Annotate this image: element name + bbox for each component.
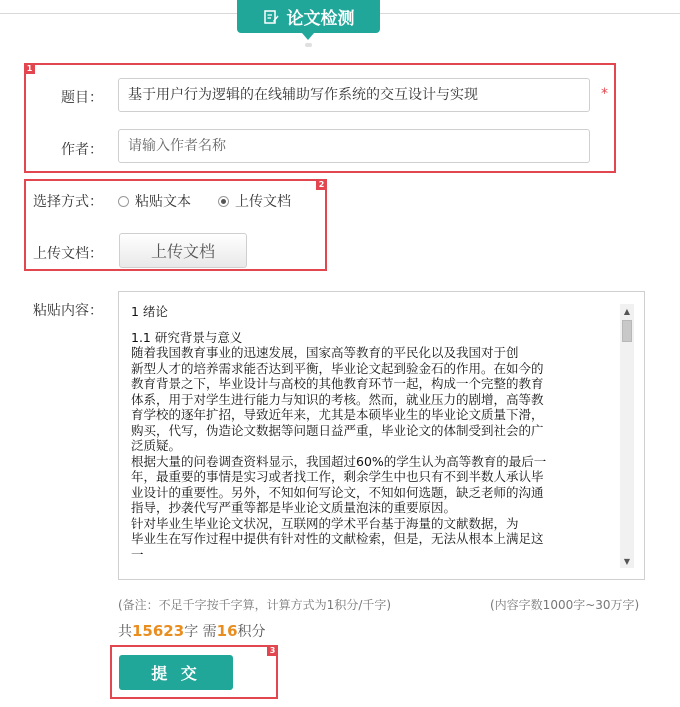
content-line: 毕业生在写作过程中提供有针对性的文献检索，但是，无法从根本上满足这 [131,531,544,546]
content-line: 针对毕业生毕业论文状况，互联网的学术平台基于海量的文献数据，为 [131,515,519,531]
content-line: 新型人才的培养需求能否达到平衡，毕业论文起到验金石的作用。在如今的 [131,360,544,376]
page-title: 论文检测 [286,9,355,29]
radio-label: 上传文档 [235,194,291,210]
content-line: 一 [131,546,144,562]
content-line: 体系，用于对学生进行能力与知识的考核。然而，就业压力的剧增，高等教 [131,391,544,407]
content-line: 泛质疑。 [131,438,182,453]
author-input[interactable]: 请输入作者名称 [118,129,590,163]
count-summary [118,621,266,641]
title-shadow [305,43,312,47]
content-line: 业设计的重要性。另外，不知如何写论文，不知如何选题，缺乏老师的沟通 [131,484,544,500]
content-line: 年，最重要的事情是实习或者找工作，剩余学生中也只有不到半数人承认毕 [131,469,544,484]
radio-dot [118,196,129,207]
title-arrow [302,33,314,40]
annotation-number-2: 2 [316,179,327,190]
radio-label: 粘贴文本 [135,194,191,210]
title-input[interactable]: 基于用户行为逻辑的在线辅助写作系统的交互设计与实现 [118,78,590,112]
content-line: 指导，抄袭代写严重等都是毕业论文质量泡沫的重要原因。 [131,500,457,515]
upload-label: 上传文档： [33,246,103,262]
radio-paste-text[interactable] [118,191,191,211]
word-limit-note: (内容字数1000字~30万字) [490,598,640,612]
content-line: 随着我国教育事业的迅速发展，国家高等教育的平民化以及我国对于创 [131,345,519,360]
points-count: 16 [216,622,238,640]
content-heading: 1 绪论 [131,304,168,319]
billing-note: (备注：不足千字按千字算，计算方式为1积分/千字) [118,598,392,612]
radio-dot-selected [218,196,229,207]
content-line: 育学校的逐年扩招，导致近年来，尤其是本硕毕业生的毕业论文质量下滑， [131,407,544,422]
content-subheading: 1.1 研究背景与意义 [131,329,243,345]
char-count: 15623 [132,622,185,640]
scroll-thumb[interactable] [622,320,632,342]
content-line: 根据大量的问卷调查资料显示，我国超过60%的学生认为高等教育的最后一 [131,453,547,469]
author-label: 作者： [61,142,103,158]
paste-label: 粘贴内容： [33,303,103,319]
paste-content-textarea[interactable] [118,291,645,580]
required-mark: * [601,86,608,102]
annotation-number-3: 3 [267,645,278,656]
scroll-up-arrow-icon[interactable]: ▲ [623,306,631,316]
page-title-tab [237,0,380,33]
edit-document-icon [263,9,279,25]
content-line: 教育背景之下，毕业设计与高校的其他教育环节一起，构成一个完整的教育 [131,376,544,391]
submit-button[interactable]: 提 交 [119,655,233,690]
upload-document-button[interactable]: 上传文档 [119,233,247,268]
summary-mid: 字 需 [184,624,217,640]
paste-content-text [131,304,613,568]
annotation-number-1: 1 [24,63,35,74]
scroll-down-arrow-icon[interactable]: ▼ [623,556,631,566]
content-line: 购买，代写，伪造论文数据等问题日益严重，毕业论文的体制受到社会的广 [131,422,544,438]
radio-upload-document[interactable] [218,191,291,211]
method-label: 选择方式： [33,194,103,210]
title-label: 题目： [61,90,103,106]
summary-prefix: 共 [118,624,132,640]
summary-suffix: 积分 [237,624,266,640]
textarea-scrollbar[interactable] [620,304,634,568]
